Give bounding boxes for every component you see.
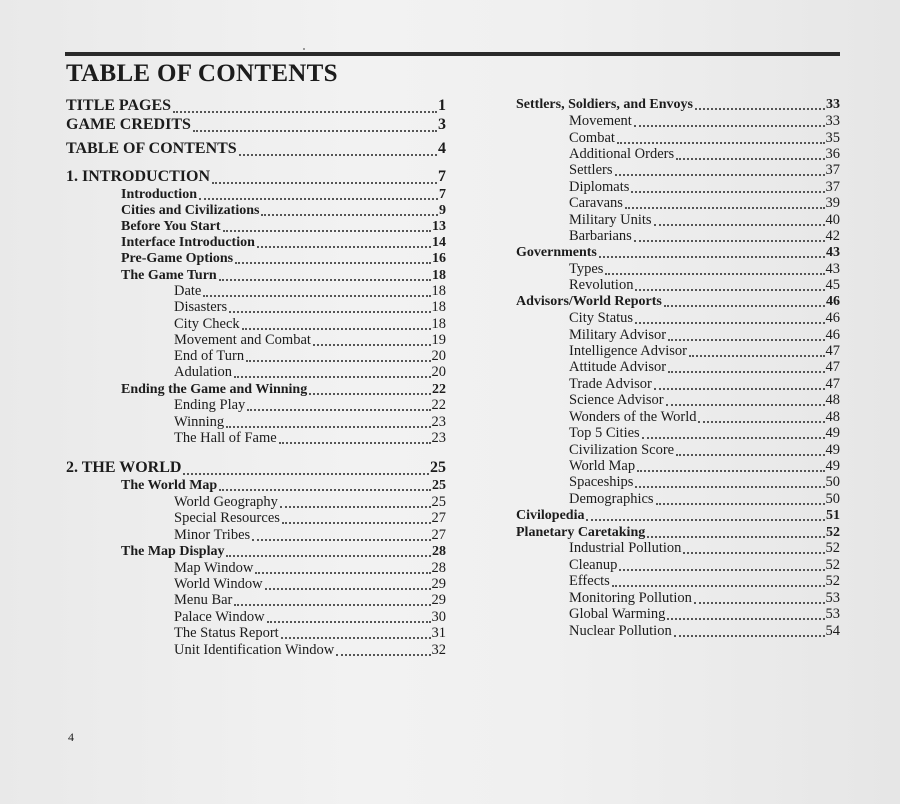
dot-leader [605,273,824,275]
header-rule [65,52,840,56]
dot-leader [261,214,438,216]
toc-entry-title: Spaceships [569,474,634,490]
toc-entry-title: Introduction [121,187,197,202]
page-number: 4 [68,730,74,744]
toc-entry-page: 22 [431,397,446,413]
toc-entry [174,364,446,381]
dot-leader [239,154,437,156]
toc-entry [121,267,446,284]
dot-leader [279,442,431,444]
toc-entry-page: 43 [825,261,840,277]
toc-entry-page: 18 [431,316,446,332]
toc-entry-page: 31 [431,625,446,641]
toc-entry-title: Demographics [569,491,654,507]
dot-leader [635,486,824,488]
toc-entry-title: Nuclear Pollution [569,623,672,639]
dot-leader [229,311,430,313]
toc-entry-page: 25 [430,459,446,476]
toc-entry-title: Palace Window [174,609,265,625]
toc-entry-page: 53 [825,590,840,606]
toc-entry-title: The Hall of Fame [174,430,277,446]
toc-entry-page: 49 [825,442,840,458]
toc-entry-page: 47 [825,376,840,392]
dot-leader [642,437,825,439]
dot-leader [234,376,431,378]
toc-entry-title: Settlers [569,162,613,178]
toc-entry-title: World Map [569,458,636,474]
dot-leader [674,635,825,637]
toc-entry [569,623,840,640]
toc-entry [569,606,840,623]
dot-leader [173,111,437,113]
toc-entry-title: Before You Start [121,219,221,234]
toc-entry-title: Monitoring Pollution [569,590,692,606]
toc-entry-page: 28 [432,544,446,559]
dot-leader [617,142,825,144]
dot-leader [635,289,824,291]
toc-entry [174,283,446,300]
toc-entry [569,474,840,491]
dot-leader [219,279,431,281]
toc-entry [174,609,446,626]
toc-entry-title: Diplomats [569,179,630,195]
toc-entry-page: 37 [825,179,840,195]
toc-entry [121,543,446,560]
toc-entry-page: 36 [825,146,840,162]
toc-entry-title: Top 5 Cities [569,425,640,441]
dot-leader [257,246,431,248]
dot-leader [255,572,430,574]
toc-entry-title: Military Advisor [569,327,667,343]
dot-leader [252,539,430,541]
toc-entry [516,293,840,310]
toc-entry [174,430,446,447]
toc-entry-page: 35 [825,130,840,146]
toc-entry-title: Ending the Game and Winning [121,382,308,397]
toc-entry-title: The Map Display [121,544,225,559]
toc-entry-page: 50 [825,474,840,490]
toc-entry-page: 39 [825,195,840,211]
toc-entry-page: 46 [826,294,840,309]
toc-entry [569,409,840,426]
toc-entry-page: 20 [431,364,446,380]
dot-leader [183,473,429,475]
toc-entry-page: 48 [825,392,840,408]
toc-entry [174,560,446,577]
toc-entry-page: 14 [432,235,446,250]
dot-leader [234,604,430,606]
toc-entry-title: GAME CREDITS [66,116,191,133]
dot-leader [246,360,430,362]
dot-leader [635,322,824,324]
dot-leader [247,409,430,411]
dot-leader [199,198,438,200]
dot-leader [694,602,825,604]
toc-entry [516,524,840,541]
toc-entry-page: 18 [431,283,446,299]
dot-leader [634,240,825,242]
toc-entry-page: 33 [825,113,840,129]
toc-entry-page: 49 [825,458,840,474]
toc-entry [569,491,840,508]
toc-entry-page: 32 [431,642,446,658]
dot-leader [668,339,824,341]
toc-entry-page: 52 [825,573,840,589]
toc-entry-title: Advisors/World Reports [516,294,662,309]
dot-leader [336,654,430,656]
toc-entry-page: 43 [826,245,840,260]
toc-entry-page: 19 [431,332,446,348]
dot-leader [223,230,431,232]
toc-entry [569,179,840,196]
toc-entry [121,218,446,235]
dot-leader [586,519,825,521]
toc-entry-page: 7 [439,187,446,202]
toc-entry [569,327,840,344]
toc-entry-page: 46 [825,327,840,343]
toc-entry [569,113,840,130]
toc-entry [121,250,446,267]
dot-leader [282,522,431,524]
toc-entry-page: 47 [825,343,840,359]
dot-leader [203,295,430,297]
toc-entry [174,576,446,593]
toc-entry-title: Menu Bar [174,592,233,608]
toc-entry [569,376,840,393]
toc-entry-title: Intelligence Advisor [569,343,687,359]
toc-entry [66,458,446,478]
toc-entry-page: 1 [438,97,446,114]
dot-leader [676,454,824,456]
toc-entry-title: Types [569,261,604,277]
dot-leader [281,637,431,639]
toc-entry-title: Ending Play [174,397,246,413]
toc-entry-title: Disasters [174,299,228,315]
toc-entry-title: City Status [569,310,634,326]
toc-entry-page: 37 [825,162,840,178]
toc-entry [569,261,840,278]
dot-leader [615,174,825,176]
toc-entry [569,146,840,163]
toc-entry-title: Attitude Advisor [569,359,667,375]
toc-entry-title: World Window [174,576,263,592]
toc-entry-page: 50 [825,491,840,507]
toc-entry-title: Adulation [174,364,232,380]
toc-entry [569,277,840,294]
dot-leader [599,256,825,258]
toc-entry-title: Movement and Combat [174,332,311,348]
dot-leader [689,355,825,357]
toc-entry-title: TITLE PAGES [66,97,172,114]
toc-entry-title: The Status Report [174,625,279,641]
toc-entry-page: 4 [438,140,446,157]
toc-entry-page: 22 [432,382,446,397]
toc-entry-title: Date [174,283,202,299]
toc-entry-page: 18 [431,299,446,315]
toc-entry [174,592,446,609]
toc-entry-page: 25 [431,494,446,510]
toc-entry [121,202,446,219]
toc-entry [569,557,840,574]
toc-entry [569,392,840,409]
toc-entry [516,507,840,524]
toc-entry-title: Combat [569,130,615,146]
toc-entry [66,139,446,159]
toc-entry [174,299,446,316]
toc-entry [174,527,446,544]
toc-entry-title: Civilopedia [516,508,585,523]
toc-entry-page: 53 [825,606,840,622]
toc-entry [66,167,446,187]
toc-entry [569,442,840,459]
toc-entry [569,540,840,557]
toc-entry-page: 29 [431,592,446,608]
toc-entry [121,186,446,203]
toc-entry [569,425,840,442]
toc-entry-title: Trade Advisor [569,376,652,392]
toc-entry [569,359,840,376]
toc-entry [516,96,840,113]
toc-entry [569,162,840,179]
dot-leader [625,207,825,209]
toc-entry-page: 9 [439,203,446,218]
toc-entry-title: Winning [174,414,225,430]
toc-entry [569,212,840,229]
toc-entry [121,477,446,494]
toc-entry-page: 48 [825,409,840,425]
toc-entry-page: 52 [825,557,840,573]
toc-entry-title: Global Warming [569,606,666,622]
toc-entry-page: 46 [825,310,840,326]
toc-entry [174,332,446,349]
toc-entry-page: 47 [825,359,840,375]
toc-entry-title: TABLE OF CONTENTS [66,140,237,157]
toc-entry-title: Cleanup [569,557,618,573]
dot-leader [226,555,431,557]
dot-leader [695,108,825,110]
toc-entry-title: Unit Identification Window [174,642,335,658]
toc-entry [66,115,446,135]
toc-entry-title: City Check [174,316,240,332]
toc-entry-page: 30 [431,609,446,625]
toc-entry [66,96,446,116]
toc-entry [569,573,840,590]
dot-leader [654,224,825,226]
toc-entry-title: Industrial Pollution [569,540,682,556]
dot-leader [668,371,824,373]
toc-entry [516,244,840,261]
dot-leader [664,305,825,307]
dot-leader [654,388,825,390]
toc-entry [174,494,446,511]
dot-leader [226,426,430,428]
dot-leader [667,618,824,620]
toc-entry-title: Wonders of the World [569,409,697,425]
toc-entry-page: 7 [438,168,446,185]
dot-leader [666,404,825,406]
toc-entry-page: 16 [432,251,446,266]
dot-leader [634,125,825,127]
toc-entry-page: 13 [432,219,446,234]
toc-entry-title: The World Map [121,478,218,493]
toc-entry [174,510,446,527]
toc-entry-page: 18 [432,268,446,283]
toc-entry [121,234,446,251]
toc-entry-title: Map Window [174,560,254,576]
toc-entry-title: Effects [569,573,610,589]
print-speck [303,48,305,50]
toc-entry-page: 23 [431,430,446,446]
toc-entry [569,458,840,475]
dot-leader [267,621,431,623]
dot-leader [309,393,431,395]
dot-leader [242,328,431,330]
dot-leader [612,585,825,587]
toc-entry-title: Barbarians [569,228,632,244]
page-title: TABLE OF CONTENTS [66,60,338,87]
toc-entry-page: 29 [431,576,446,592]
toc-entry-title: 2. THE WORLD [66,459,182,476]
toc-entry-page: 45 [825,277,840,293]
dot-leader [313,344,431,346]
toc-entry-page: 49 [825,425,840,441]
toc-entry-page: 33 [826,97,840,112]
dot-leader [219,489,431,491]
dot-leader [235,262,431,264]
toc-entry-title: Revolution [569,277,634,293]
toc-entry-title: The Game Turn [121,268,217,283]
toc-entry-page: 28 [431,560,446,576]
dot-leader [193,130,437,132]
dot-leader [656,503,825,505]
toc-entry [174,397,446,414]
toc-entry-page: 3 [438,116,446,133]
toc-entry [569,130,840,147]
toc-entry [174,348,446,365]
toc-entry [569,195,840,212]
toc-entry-page: 52 [826,525,840,540]
dot-leader [676,158,824,160]
toc-entry-page: 23 [431,414,446,430]
dot-leader [265,588,431,590]
toc-entry [569,343,840,360]
toc-entry-page: 42 [825,228,840,244]
dot-leader [683,552,824,554]
toc-entry-title: Cities and Civilizations [121,203,260,218]
toc-entry-page: 51 [826,508,840,523]
toc-entry-page: 25 [432,478,446,493]
toc-entry [569,228,840,245]
toc-entry [121,381,446,398]
toc-entry-title: Civilization Score [569,442,675,458]
toc-entry [174,414,446,431]
dot-leader [280,506,431,508]
toc-entry-title: Interface Introduction [121,235,255,250]
toc-entry-page: 27 [431,527,446,543]
dot-leader [631,191,824,193]
toc-entry [174,316,446,333]
toc-entry-title: World Geography [174,494,278,510]
toc-entry-title: 1. INTRODUCTION [66,168,211,185]
dot-leader [212,182,437,184]
toc-entry-title: Additional Orders [569,146,675,162]
dot-leader [647,536,825,538]
toc-entry-title: Science Advisor [569,392,664,408]
toc-entry-title: Military Units [569,212,652,228]
toc-entry-title: Special Resources [174,510,280,526]
dot-leader [619,569,824,571]
toc-entry [174,642,446,659]
toc-entry-title: Minor Tribes [174,527,251,543]
toc-entry-page: 54 [825,623,840,639]
toc-entry-title: Governments [516,245,597,260]
toc-entry-title: End of Turn [174,348,245,364]
toc-entry-page: 40 [825,212,840,228]
dot-leader [637,470,824,472]
toc-entry [569,590,840,607]
dot-leader [698,421,824,423]
toc-entry [174,625,446,642]
toc-entry-title: Caravans [569,195,623,211]
toc-entry-page: 52 [825,540,840,556]
toc-entry-page: 20 [431,348,446,364]
toc-entry-page: 27 [431,510,446,526]
toc-entry-title: Planetary Caretaking [516,525,646,540]
toc-entry-title: Pre-Game Options [121,251,234,266]
toc-entry-title: Movement [569,113,632,129]
toc-entry-title: Settlers, Soldiers, and Envoys [516,97,693,112]
toc-entry [569,310,840,327]
